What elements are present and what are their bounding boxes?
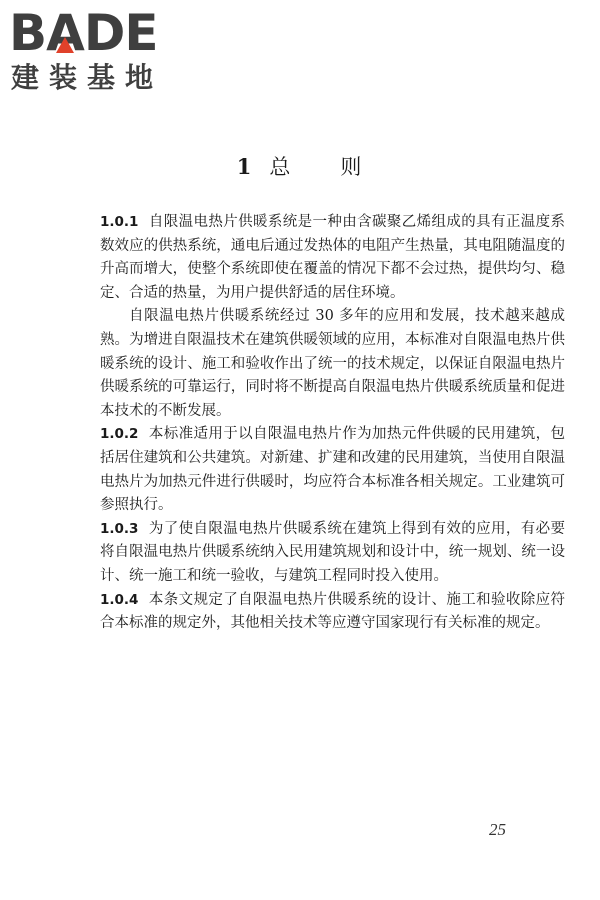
chapter-number: 1 [236,154,254,179]
clause-text: 本标准适用于以自限温电热片作为加热元件供暖的民用建筑，包括居住建筑和公共建筑。对新建、扩建和改建的民用建筑，当使用自限温电热片为加热元件进行供暖时，均应符合本标准各相关规定。工业建筑可参照执行。 [100,426,565,514]
page-number: 25 [489,820,506,839]
bade-logo [9,6,179,96]
clause-number: 1.0.1 [100,214,139,230]
clause-text: 为了使自限温电热片供暖系统在建筑上得到有效的应用，有必要将自限温电热片供暖系统纳入民用建筑规划和设计中，统一规划、统一设计、统一施工和统一验收，与建筑工程同时投入使用。 [100,520,565,584]
clause-1-0-4 [100,589,565,636]
chapter-title [0,155,600,179]
chapter-title-char-2: 则 [340,155,364,179]
logo-letter-b: B [9,4,47,62]
clause-text: 自限温电热片供暖系统是一种由含碳聚乙烯组成的具有正温度系数效应的供热系统，通电后通过发热体的电阻产生热量，其电阻随温度的升高而增大，使整个系统即使在覆盖的情况下都不会过热，提供均匀、稳定、合适的热量，为用户提供舒适的居住环境。 [100,214,565,301]
logo-letter-a: A [46,4,84,62]
clause-1-0-1-continued [100,305,565,423]
logo-wordmark [9,6,158,60]
chapter-body [100,211,565,636]
logo-chinese-name: 建装基地 [11,61,164,94]
logo-letters-de: DE [83,4,158,62]
clause-number: 1.0.2 [100,426,139,443]
chapter-title-char-1: 总 [269,155,293,179]
clause-number: 1.0.4 [100,591,139,608]
clause-number: 1.0.3 [100,520,139,537]
clause-1-0-2 [100,423,565,517]
clause-text: 自限温电热片供暖系统经过 30 多年的应用和发展，技术越来越成熟。为增进自限温技术在建筑供暖领域的应用，本标准对自限温电热片供暖系统的设计、施工和验收作出了统一的技术规定，以保证自限温电热片供暖系统的可靠运行，同时将不断提高自限温电热片供暖系统质量和促进本技术的不断发展。 [100,308,565,419]
clause-text: 本条文规定了自限温电热片供暖系统的设计、施工和验收除应符合本标准的规定外，其他相关技术等应遵守国家现行有关标准的规定。 [100,591,565,632]
clause-1-0-1 [100,211,565,305]
clause-1-0-3 [100,518,565,589]
